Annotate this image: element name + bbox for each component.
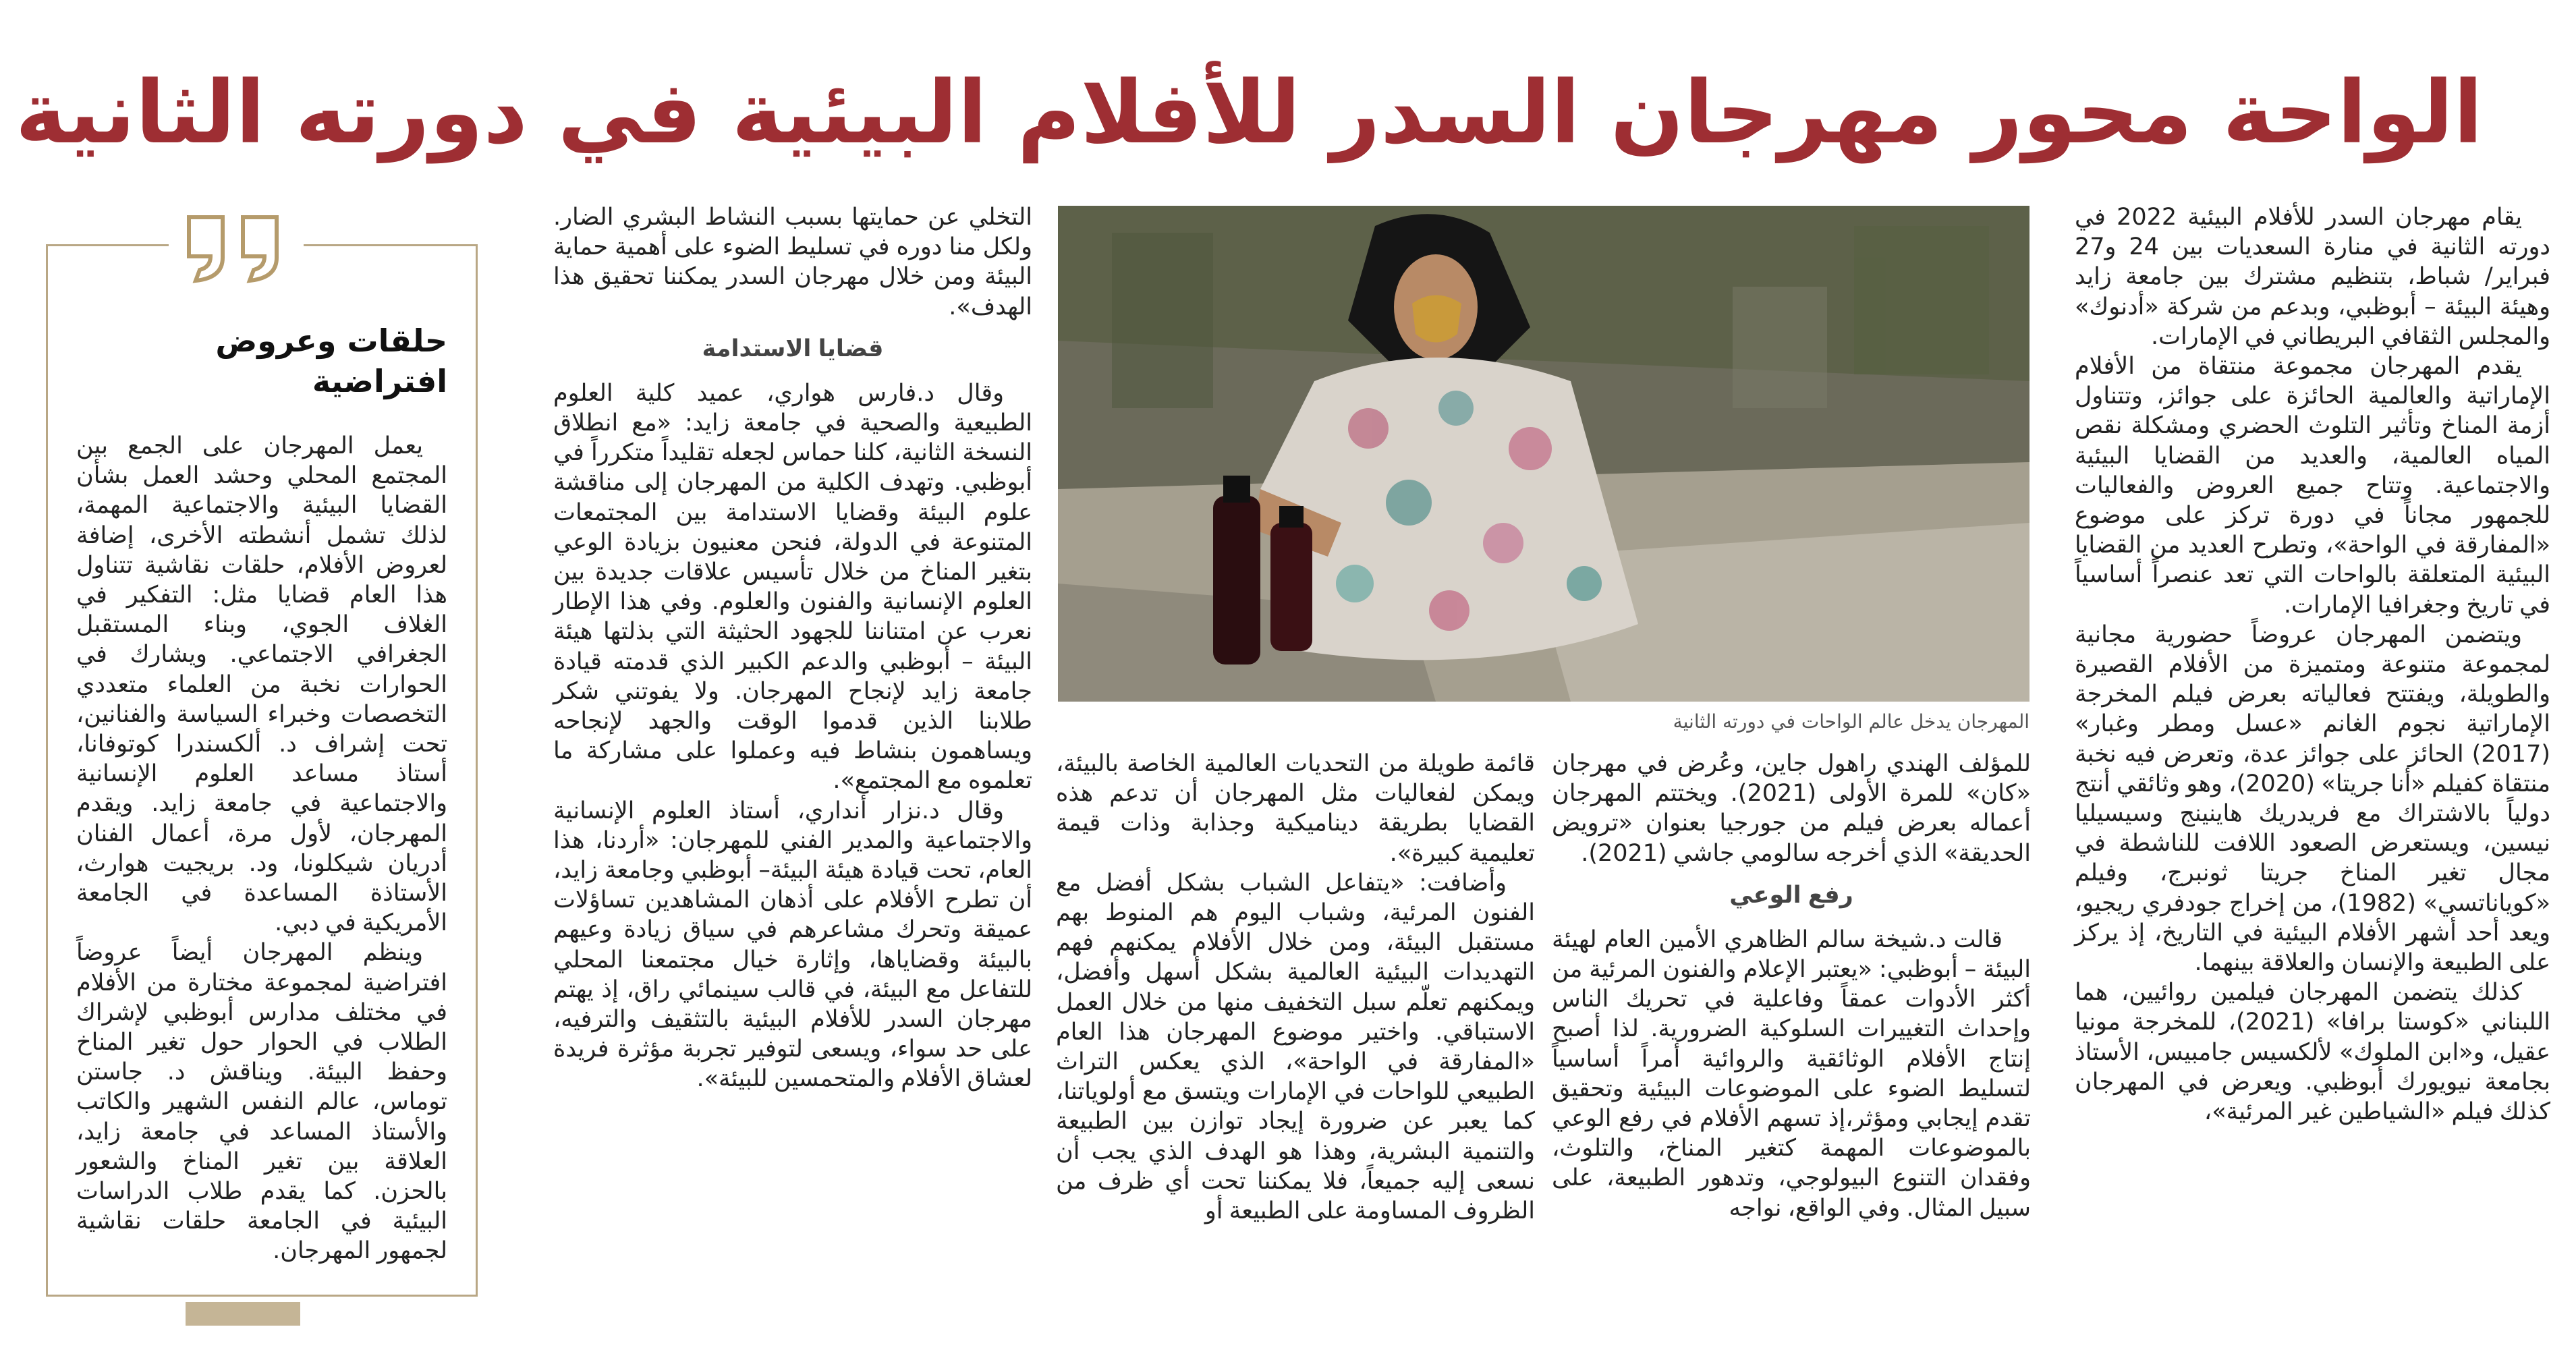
article-column-4 (553, 202, 1032, 1094)
article-column-3 (1056, 749, 1535, 1226)
paragraph: قالت د.شيخة سالم الظاهري الأمين العام لهيئة البيئة – أبوظبي: «يعتبر الإعلام والفنون المرئية من أكثر الأدوات عمقاً وفاعلية في تحريك الناس وإحداث التغييرات السلوكية الضرورية. لذا أصبح إنتاج الأفلام الوثائقية والروائية أمراً أساسياً لتسليط الضوء على الموضوعات البيئية وتحقيق تقدم إيجابي ومؤثر،إذ تسهم الأفلام في رفع الوعي بالموضوعات المهمة كتغير المناخ، والتلوث، وفقدان التنوع البيولوجي، وتدهور الطبيعة، على سبيل المثال. وفي الواقع، نواجه (1552, 926, 2031, 1222)
article-photo (1058, 206, 2029, 702)
sidebar-box (46, 244, 478, 1297)
paragraph: ويتضمن المهرجان عروضاً حضورية مجانية لمجموعة متنوعة ومتميزة من الأفلام القصيرة والطويلة، ويفتتح فعالياته بعرض فيلم المخرجة الإماراتية نجوم الغانم «عسل ومطر وغبار» (2017) الحائز على جوائز عدة، وتعرض فيه نخبة منتقاة كفيلم «أنا جريتا» (2020)، وهو وثائقي أنتج دولياً بالاشتراك مع فريدريك هاينينج وسيسيليا نيسين، ويستعرض الصعود اللافت للناشطة في مجال تغير المناخ جريتا ثونبرج، وفيلم «كوياناتسي» (1982)، من إخراج جودفري ريجيو، ويعد أحد أشهر الأفلام البيئية في التاريخ، إذ يركز على الطبيعة والإنسان والعلاقة بينهما. (2075, 621, 2550, 977)
subhead-sustainability: قضايا الاستدامة (702, 335, 884, 362)
photo-caption: المهرجان يدخل عالم الواحات في دورته الثانية (1673, 710, 2029, 733)
sidebar-bottom-tab (186, 1302, 300, 1326)
headline: الواحة محور مهرجان السدر للأفلام البيئية في دورته الثانية (15, 63, 2483, 163)
sidebar-body (76, 431, 447, 1266)
paragraph: التخلي عن حمايتها بسبب النشاط البشري الضار. ولكل منا دوره في تسليط الضوء على أهمية حماية البيئة ومن خلال مهرجان السدر يمكننا تحقيق هذا الهدف». (553, 204, 1032, 320)
article-column-2 (1552, 749, 2031, 1223)
paragraph: يقام مهرجان السدر للأفلام البيئية 2022 في دورته الثانية في منارة السعديات بين 24 و27 فبراير/ شباط، بتنظيم مشترك بين جامعة زايد وهيئة البيئة – أبوظبي، وبدعم من شركة «أدنوك» والمجلس الثقافي البريطاني في الإمارات. (2075, 204, 2550, 350)
paragraph: وأضافت: «يتفاعل الشباب بشكل أفضل مع الفنون المرئية، وشباب اليوم هم المنوط بهم مستقبل البيئة، ومن خلال الأفلام يمكنهم فهم التهديدات البيئية العالمية بشكل أسهل وأفضل، ويمكنهم تعلّم سبل التخفيف منها من خلال العمل الاستباقي. واختير موضوع المهرجان هذا العام «المفارقة في الواحة»، الذي يعكس التراث الطبيعي للواحات في الإمارات ويتسق مع أولوياتنا، كما يعبر عن ضرورة إيجاد توازن بين الطبيعة والتنمية البشرية، وهذا هو الهدف الذي يجب أن نسعى إليه جميعاً، فلا يمكننا تحت أي ظرف من الظروف المساومة على الطبيعة أو (1056, 869, 1535, 1225)
paragraph: وقال د.فارس هواري، عميد كلية العلوم الطبيعية والصحية في جامعة زايد: «مع انطلاق النسخة الثانية، كلنا حماس لجعله تقليداً متكرراً في أبوظبي. وتهدف الكلية من المهرجان إلى مناقشة علوم البيئة وقضايا الاستدامة بين المجتمعات المتنوعة في الدولة، فنحن معنيون بزيادة الوعي بتغير المناخ من خلال تأسيس علاقات جديدة بين العلوم الإنسانية والفنون والعلوم. وفي هذا الإطار نعرب عن امتناننا للجهود الحثيثة التي بذلتها هيئة البيئة – أبوظبي والدعم الكبير الذي قدمته قيادة جامعة زايد لإنجاح المهرجان. ولا يفوتني شكر طلابنا الذين قدموا الوقت والجهد لإنجاحه ويساهمون بنشاط فيه وعملوا على مشاركة ما تعلموه مع المجتمع». (553, 379, 1032, 795)
photo-illustration (1058, 206, 2029, 702)
paragraph: كذلك يتضمن المهرجان فيلمين روائيين، هما اللبناني «كوستا برافا» (2021)، للمخرجة مونيا عقيل، و«ابن الملوك» لألكسيس جامبيس، الأستاذ بجامعة نيويورك أبوظبي. ويعرض في المهرجان كذلك فيلم «الشياطين غير المرئية»، (2075, 979, 2550, 1126)
paragraph: وينظم المهرجان أيضاً عروضاً افتراضية لمجموعة مختارة من الأفلام في مختلف مدارس أبوظبي لإشراك الطلاب في الحوار حول تغير المناخ وحفظ البيئة. ويناقش د. جاستن توماس، عالم النفس الشهير والكاتب والأستاذ المساعد في جامعة زايد، العلاقة بين تغير المناخ والشعور بالحزن. كما يقدم طلاب الدراسات البيئية في الجامعة حلقات نقاشية لجمهور المهرجان. (76, 939, 447, 1265)
quote-mark-icon (169, 210, 304, 285)
paragraph: للمؤلف الهندي راهول جاين، وعُرض في مهرجان «كان» للمرة الأولى (2021). ويختتم المهرجان أعماله بعرض فيلم من جورجيا بعنوان «ترويض الحديقة» الذي أخرجه سالومي جاشي (2021). (1552, 750, 2031, 867)
paragraph: قائمة طويلة من التحديات العالمية الخاصة بالبيئة، ويمكن لفعاليات مثل المهرجان أن تدعم هذه القضايا بطريقة ديناميكية وجذابة وذات قيمة تعليمية كبيرة». (1056, 750, 1535, 867)
article-column-1 (2075, 202, 2550, 1127)
paragraph: يقدم المهرجان مجموعة منتقاة من الأفلام الإماراتية والعالمية الحائزة على جوائز، وتتناول أزمة المناخ وتأثير التلوث الحضري ومشكلة نقص المياه العالمية، والعديد من القضايا البيئية والاجتماعية. وتتاح جميع العروض والفعاليات للجمهور مجاناً في دورة تركز على موضوع «المفارقة في الواحة»، وتطرح العديد من القضايا البيئية المتعلقة بالواحات التي تعد عنصراً أساسياً في تاريخ وجغرافيا الإمارات. (2075, 353, 2550, 619)
sidebar-title: حلقات وعروض افتراضية (215, 322, 447, 399)
paragraph: يعمل المهرجان على الجمع بين المجتمع المحلي وحشد العمل بشأن القضايا البيئية والاجتماعية المهمة، لذلك تشمل أنشطته الأخرى، إضافة لعروض الأفلام، حلقات نقاشية تتناول هذا العام قضايا مثل: التفكير في الغلاف الجوي، وبناء المستقبل الجغرافي الاجتماعي. ويشارك في الحوارات نخبة من العلماء متعددي التخصصات وخبراء السياسة والفنانين، تحت إشراف د. ألكسندرا كوتوفانا، أستاذ مساعد العلوم الإنسانية والاجتماعية في جامعة زايد. ويقدم المهرجان، لأول مرة، أعمال الفنان أدريان شيكلونا، ود. بريجيت هوارث، الأستاذة المساعدة في الجامعة الأمريكية في دبي. (76, 432, 447, 937)
paragraph: وقال د.نزار أنداري، أستاذ العلوم الإنسانية والاجتماعية والمدير الفني للمهرجان: «أردنا، هذا العام، تحت قيادة هيئة البيئة– أبوظبي وجامعة زايد، أن تطرح الأفلام على أذهان المشاهدين تساؤلات عميقة وتحرك مشاعرهم في سياق زيادة وعيهم بالبيئة وقضاياها، وإثارة خيال مجتمعنا المحلي للتفاعل مع البيئة، في قالب سينمائي راق، إذ يهتم مهرجان السدر للأفلام البيئية بالتثقيف والترفيه، على حد سواء، ويسعى لتوفير تجربة مؤثرة فريدة لعشاق الأفلام والمتحمسين للبيئة». (553, 797, 1032, 1093)
subhead-awareness: رفع الوعي (1729, 881, 1853, 909)
